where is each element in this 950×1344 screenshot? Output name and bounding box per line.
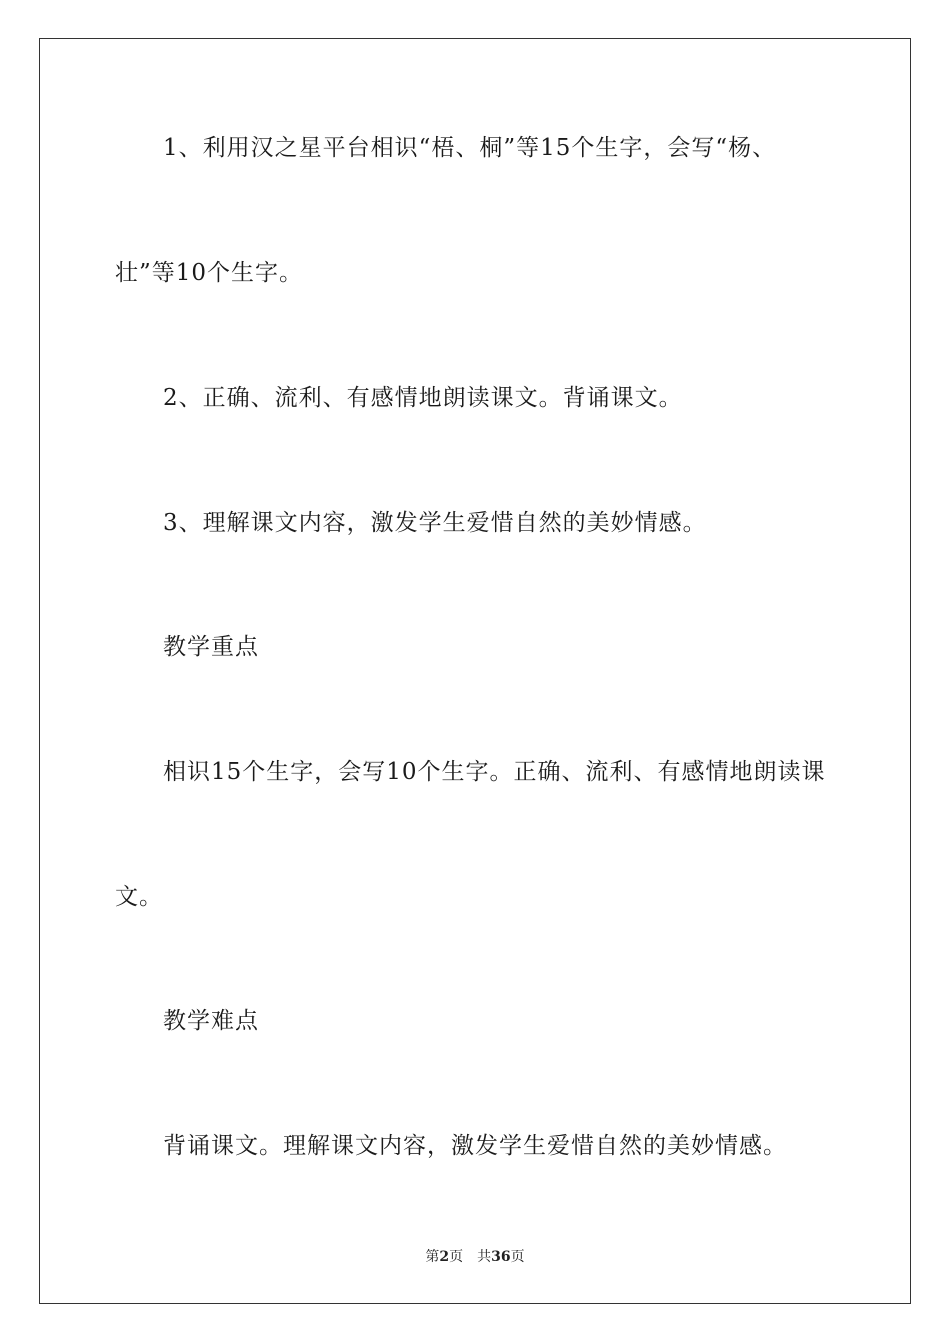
page-suffix: 页 [449,1249,464,1265]
total-prefix: 共 [477,1249,492,1265]
page-border [39,38,911,1304]
objective-1-line-2: 壮”等10个生字。 [115,260,304,286]
page-number: 2 [439,1249,450,1265]
page-prefix: 第 [425,1249,440,1265]
total-pages: 36 [491,1249,511,1265]
key-points-line-2: 文。 [115,884,163,910]
heading-difficult-points: 教学难点 [163,1008,259,1034]
objective-1-line-1: 1、利用汉之星平台相识“梧、桐”等15个生字，会写“杨、 [163,135,777,161]
objective-3: 3、理解课文内容，激发学生爱惜自然的美妙情感。 [163,510,707,536]
heading-key-points: 教学重点 [163,634,259,660]
page-footer [0,1247,950,1267]
objective-2: 2、正确、流利、有感情地朗读课文。背诵课文。 [163,385,683,411]
difficult-points-text: 背诵课文。理解课文内容，激发学生爱惜自然的美妙情感。 [163,1133,787,1159]
key-points-line-1: 相识15个生字，会写10个生字。正确、流利、有感情地朗读课 [163,759,826,785]
total-suffix: 页 [510,1249,525,1265]
